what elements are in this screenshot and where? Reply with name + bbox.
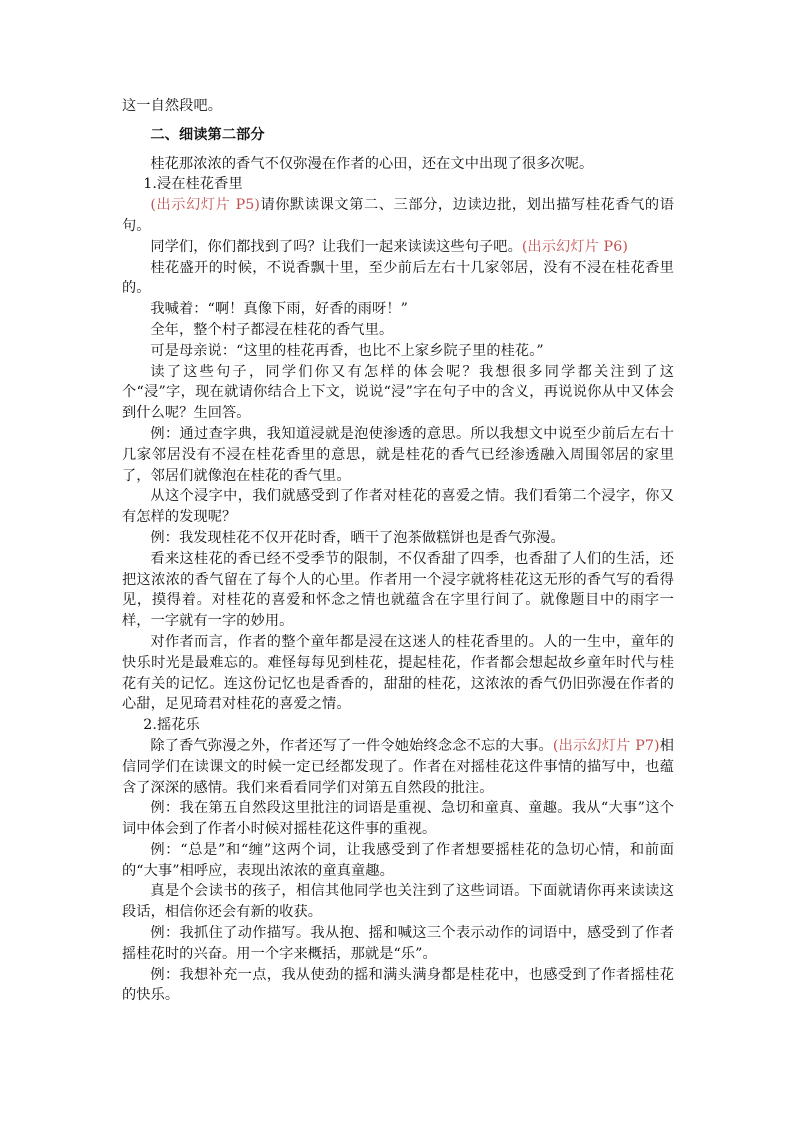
paragraph-tail: 这一自然段吧。: [122, 98, 223, 114]
example-answer: 例：我想补充一点，我从使劲的摇和满头满身都是桂花中，也感受到了作者摇桂花的快乐。: [122, 966, 674, 1004]
example-answer: 例：“总是”和“缠”这两个词，让我感受到了作者想要摇桂花的急切心情，和前面的“大事”相呼应，表现出浓浓的童真童趣。: [122, 841, 674, 879]
paragraph: 桂花那浓浓的香气不仅弥漫在作者的心田，还在文中出现了很多次呢。: [150, 155, 594, 172]
subsection-heading: 1.浸在桂花香里: [143, 176, 243, 193]
paragraph-with-slide-ref: [122, 736, 674, 798]
paragraph-text: 除了香气弥漫之外，作者还写了一件令她始终念念不忘的大事。: [150, 737, 553, 754]
paragraph-with-slide-ref: [122, 237, 674, 258]
slide-reference: (出示幻灯片 P5): [150, 197, 260, 214]
quote-sentence: 可是母亲说：“这里的桂花再香，也比不上家乡院子里的桂花。”: [150, 342, 544, 359]
paragraph: 读了这些句子，同学们你又有怎样的体会呢？我想很多同学都关注到了这个“浸”字，现在就请你结合上下文，说说“浸”字在句子中的含义，再说说你从中又体会到什么呢？生回答。: [122, 363, 674, 422]
paragraph-text: 请你默读课文第二、三部分，边读边批，划出描写桂花香气的语句。: [122, 197, 674, 234]
section-heading: 二、细读第二部分: [150, 126, 265, 143]
example-answer: 例：我发现桂花不仅开花时香，晒干了泡茶做糕饼也是香气弥漫。: [150, 529, 565, 546]
slide-reference: (出示幻灯片 P7): [552, 737, 660, 754]
example-answer: 例：我抓住了动作描写。我从抱、摇和喊这三个表示动作的词语中，感受到了作者摇桂花时的兴奋。用一个字来概括，那就是“乐”。: [122, 925, 674, 962]
quote-sentence: 全年，整个村子都浸在桂花的香气里。: [150, 321, 394, 338]
paragraph: 从这个浸字中，我们就感受到了作者对桂花的喜爱之情。我们看第二个浸字，你又有怎样的发现呢？: [122, 488, 674, 526]
document-body: [122, 96, 674, 1006]
subsection-heading: 2.摇花乐: [143, 717, 200, 734]
example-answer: 例：我在第五自然段这里批注的词语是重视、急切和童真、童趣。我从“大事”这个词中体会到了作者小时候对摇桂花这件事的重视。: [122, 800, 674, 838]
paragraph: 真是个会读书的孩子，相信其他同学也关注到了这些词语。下面就请你再来读读这段话，相信你还会有新的收获。: [122, 883, 674, 921]
slide-reference: (出示幻灯片 P6): [521, 238, 628, 255]
quote-sentence: 我喊着：“啊！真像下雨，好香的雨呀！”: [150, 301, 408, 318]
paragraph: 对作者而言，作者的整个童年都是浸在这迷人的桂花香里的。人的一生中，童年的快乐时光是最难忘的。难怪每每见到桂花，提起桂花，作者都会想起故乡童年时代与桂花有关的记忆。连这份记忆也是香香的，甜甜的桂花，这浓浓的香气仍旧弥漫在作者的心甜，足见琦君对桂花的喜爱之情。: [122, 633, 674, 713]
paragraph: 看来这桂花的香已经不受季节的限制，不仅香甜了四季，也香甜了人们的生活，还把这浓浓的香气留在了每个人的心里。作者用一个浸字就将桂花这无形的香气写的看得见，摸得着。对桂花的喜爱和怀念之情也就蕴含在字里行间了。就像题目中的雨字一样，一字就有一字的妙用。: [122, 550, 674, 630]
quote-sentence: 桂花盛开的时候，不说香飘十里，至少前后左右十几家邻居，没有不浸在桂花香里的。: [122, 259, 674, 297]
paragraph-text: 同学们，你们都找到了吗？让我们一起来读读这些句子吧。: [150, 238, 522, 255]
paragraph-text: 相信同学们在读课文的时候一定已经都发现了。作者在对摇桂花这件事情的描写中，也蕴含了深深的感情。我们来看看同学们对第五自然段的批注。: [122, 737, 675, 796]
example-answer: 例：通过查字典，我知道浸就是泡使渗透的意思。所以我想文中说至少前后左右十几家邻居没有不浸在桂花香里的意思，就是桂花的香气已经渗透融入周围邻居的家里了，邻居们就像泡在桂花的香气里。: [122, 425, 674, 484]
paragraph-with-slide-ref: [122, 195, 674, 237]
